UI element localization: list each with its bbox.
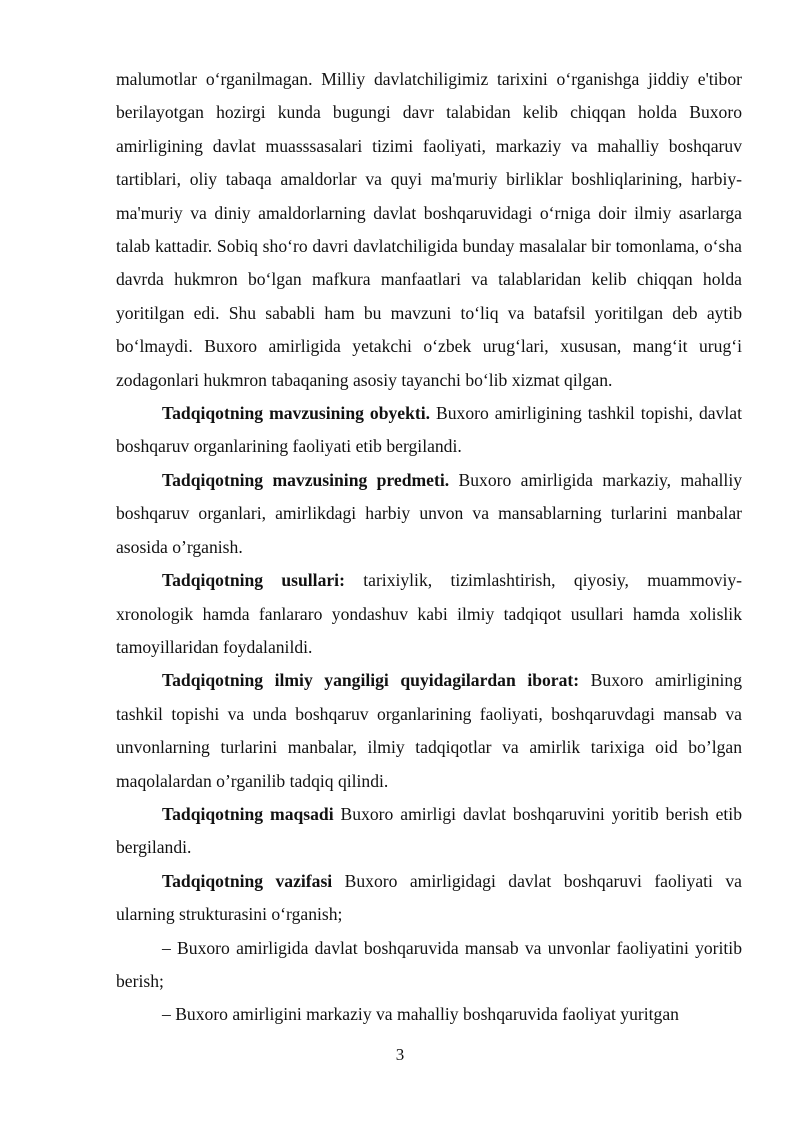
document-body (116, 63, 742, 1032)
page-number: 3 (395, 1045, 405, 1064)
object-label: Tadqiqotning mavzusining obyekti. (162, 403, 431, 424)
aim-text: Buxoro amirligi davlat boshqaruvini yoritib berish etib bergilandi. (116, 803, 742, 858)
task-item: – Buxoro amirligini markaziy va mahalliy boshqaruvida faoliyat yuritgan (162, 1004, 679, 1025)
object-paragraph (116, 397, 742, 464)
aim-paragraph (116, 798, 742, 865)
novelty-label: Tadqiqotning ilmiy yangiligi quyidagilardan iborat: (162, 670, 580, 691)
aim-label: Tadqiqotning maqsadi (162, 803, 334, 824)
tasks-paragraph (116, 865, 742, 932)
object-text: Buxoro amirligining tashkil topishi, davlat boshqaruv organlarining faoliyati etib bergilandi. (116, 403, 742, 457)
methods-paragraph (116, 564, 742, 664)
subject-paragraph (116, 464, 742, 564)
novelty-text: Buxoro amirligining tashkil topishi va unda boshqaruv organlarining faoliyati, boshqaruvdagi mansab va unvonlarning turlarini manbalar, ilmiy tadqiqotlar va amirlik tarixiga oid bo’lgan maqolalardan o’rganilib tadqiq qilindi. (116, 670, 743, 791)
task-item: – Buxoro amirligida davlat boshqaruvida mansab va unvonlar faoliyatini yoritib berish; (116, 937, 742, 991)
methods-label: Tadqiqotning usullari: (162, 570, 345, 591)
subject-label: Tadqiqotning mavzusining predmeti. (162, 469, 450, 490)
tasks-label: Tadqiqotning vazifasi (162, 870, 333, 891)
methods-text: tarixiylik, tizimlashtirish, qiyosiy, muammoviy-xronologik hamda fanlararo yondashuv kabi ilmiy tadqiqot usullari hamda xolislik tamoyillaridan foydalanildi. (116, 570, 743, 657)
novelty-paragraph (116, 664, 742, 798)
tasks-text: Buxoro amirligidagi davlat boshqaruvi faoliyati va ularning strukturasini o‘rganish; (116, 870, 742, 925)
subject-text: Buxoro amirligida markaziy, mahalliy boshqaruv organlari, amirlikdagi harbiy unvon va mansablarning turlarini manbalar asosida o’rganish. (116, 469, 742, 557)
intro-paragraph: malumotlar o‘rganilmagan. Milliy davlatchiligimiz tarixini o‘rganishga jiddiy e'tibor berilayotgan hozirgi kunda bugungi davr talabidan kelib chiqqan holda Buxoro amirligining davlat muasssasalari tizimi faoliyati, markaziy va mahalliy boshqaruv tartiblari, oliy tabaqa amaldorlar va quyi ma'muriy birliklar boshliqlarining, harbiy-ma'muriy va diniy amaldorlarning davlat boshqaruvidagi o‘rniga doir ilmiy asarlarga talab kattadir. Sobiq sho‘ro davri davlatchiligida bunday masalalar bir tomonlama, o‘sha davrda hukmron bo‘lgan mafkura manfaatlari va talablaridan kelib chiqqan holda yoritilgan edi. Shu sababli ham bu mavzuni to‘liq va batafsil yoritilgan deb aytib bo‘lmaydi. Buxoro amirligida yetakchi o‘zbek urug‘lari, xususan, mang‘it urug‘i zodagonlari hukmron tabaqaning asosiy tayanchi bo‘lib xizmat qilgan. (116, 69, 742, 390)
